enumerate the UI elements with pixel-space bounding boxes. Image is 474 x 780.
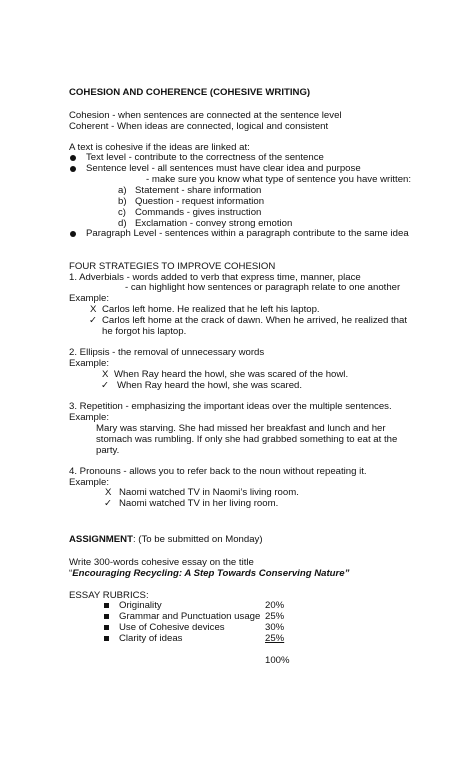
bullet-icon [70, 155, 76, 161]
x-mark-icon: X [102, 369, 109, 380]
rubrics-heading: ESSAY RUBRICS: [69, 590, 149, 601]
check-mark-icon: ✓ [101, 380, 110, 391]
example-label: Example: [69, 358, 109, 369]
check-mark-icon: ✓ [104, 498, 113, 509]
rubric-percent: 25% [265, 633, 285, 644]
strategy-title: 2. Ellipsis - the removal of unnecessary words [69, 347, 265, 358]
example-line: stomach was rumbling. If only she had grabbed something to eat at the [96, 434, 398, 445]
sentence-level-note: - make sure you know what type of sentence you have written: [146, 174, 412, 185]
strategy-title: 1. Adverbials - words added to verb that express time, manner, place [69, 272, 361, 283]
rubric-percent: 25% [265, 611, 285, 622]
coherent-definition: Coherent - When ideas are connected, logical and consistent [69, 121, 329, 132]
strategy-note: - can highlight how sentences or paragraph relate to one another [125, 282, 401, 293]
rubric-name: Originality [119, 600, 162, 611]
linked-intro: A text is cohesive if the ideas are linked at: [69, 142, 250, 153]
correct-example: Carlos left home at the crack of dawn. When he arrived, he realized that [102, 315, 408, 326]
text-level-item: Text level - contribute to the correctness of the sentence [86, 152, 324, 163]
square-bullet-icon [104, 603, 109, 608]
type-text: Statement - share information [135, 185, 262, 196]
assignment-label: ASSIGNMENT [69, 534, 133, 545]
example-line: Mary was starving. She had missed her breakfast and lunch and her [96, 423, 386, 434]
example-label: Example: [69, 293, 109, 304]
strategy-title: 4. Pronouns - allows you to refer back to the noun without repeating it. [69, 466, 367, 477]
strategy-title: 3. Repetition - emphasizing the important ideas over the multiple sentences. [69, 401, 392, 412]
rubric-percent: 30% [265, 622, 285, 633]
correct-example: Naomi watched TV in her living room. [119, 498, 279, 509]
correct-example-cont: he forgot his laptop. [102, 326, 187, 337]
type-text: Question - request information [135, 196, 265, 207]
assignment-instruction: Write 300-words cohesive essay on the title [69, 557, 254, 568]
correct-example: When Ray heard the howl, she was scared. [117, 380, 303, 391]
cohesion-definition: Cohesion - when sentences are connected at the sentence level [69, 110, 342, 121]
rubric-percent: 20% [265, 600, 285, 611]
essay-title-line [69, 568, 349, 579]
rubric-name: Use of Cohesive devices [119, 622, 225, 633]
type-text: Exclamation - convey strong emotion [135, 218, 293, 229]
rubric-name: Grammar and Punctuation usage [119, 611, 261, 622]
check-mark-icon: ✓ [89, 315, 98, 326]
x-mark-icon: X [90, 304, 97, 315]
wrong-example: Carlos left home. He realized that he left his laptop. [102, 304, 320, 315]
example-label: Example: [69, 412, 109, 423]
wrong-example: Naomi watched TV in Naomi’s living room. [119, 487, 299, 498]
square-bullet-icon [104, 614, 109, 619]
assignment-note: : (To be submitted on Monday) [132, 534, 263, 545]
document-title: COHESION AND COHERENCE (COHESIVE WRITING) [69, 87, 311, 98]
rubric-name: Clarity of ideas [119, 633, 183, 644]
type-letter: a) [118, 185, 127, 196]
bullet-icon [70, 231, 76, 237]
example-label: Example: [69, 477, 109, 488]
square-bullet-icon [104, 625, 109, 630]
type-letter: b) [118, 196, 127, 207]
type-letter: c) [118, 207, 126, 218]
essay-title: Encouraging Recycling: A Step Towards Conserving Nature” [72, 568, 350, 579]
wrong-example: When Ray heard the howl, she was scared of the howl. [114, 369, 349, 380]
example-line: party. [96, 445, 120, 456]
sentence-level-item: Sentence level - all sentences must have clear idea and purpose [86, 163, 361, 174]
square-bullet-icon [104, 636, 109, 641]
assignment-line [69, 534, 263, 545]
bullet-icon [70, 166, 76, 172]
paragraph-level-item: Paragraph Level - sentences within a paragraph contribute to the same idea [86, 228, 409, 239]
type-text: Commands - gives instruction [135, 207, 262, 218]
type-letter: d) [118, 218, 127, 229]
quote-open: “ [69, 568, 73, 579]
rubric-total: 100% [265, 655, 290, 666]
strategies-heading: FOUR STRATEGIES TO IMPROVE COHESION [69, 261, 276, 272]
x-mark-icon: X [105, 487, 112, 498]
